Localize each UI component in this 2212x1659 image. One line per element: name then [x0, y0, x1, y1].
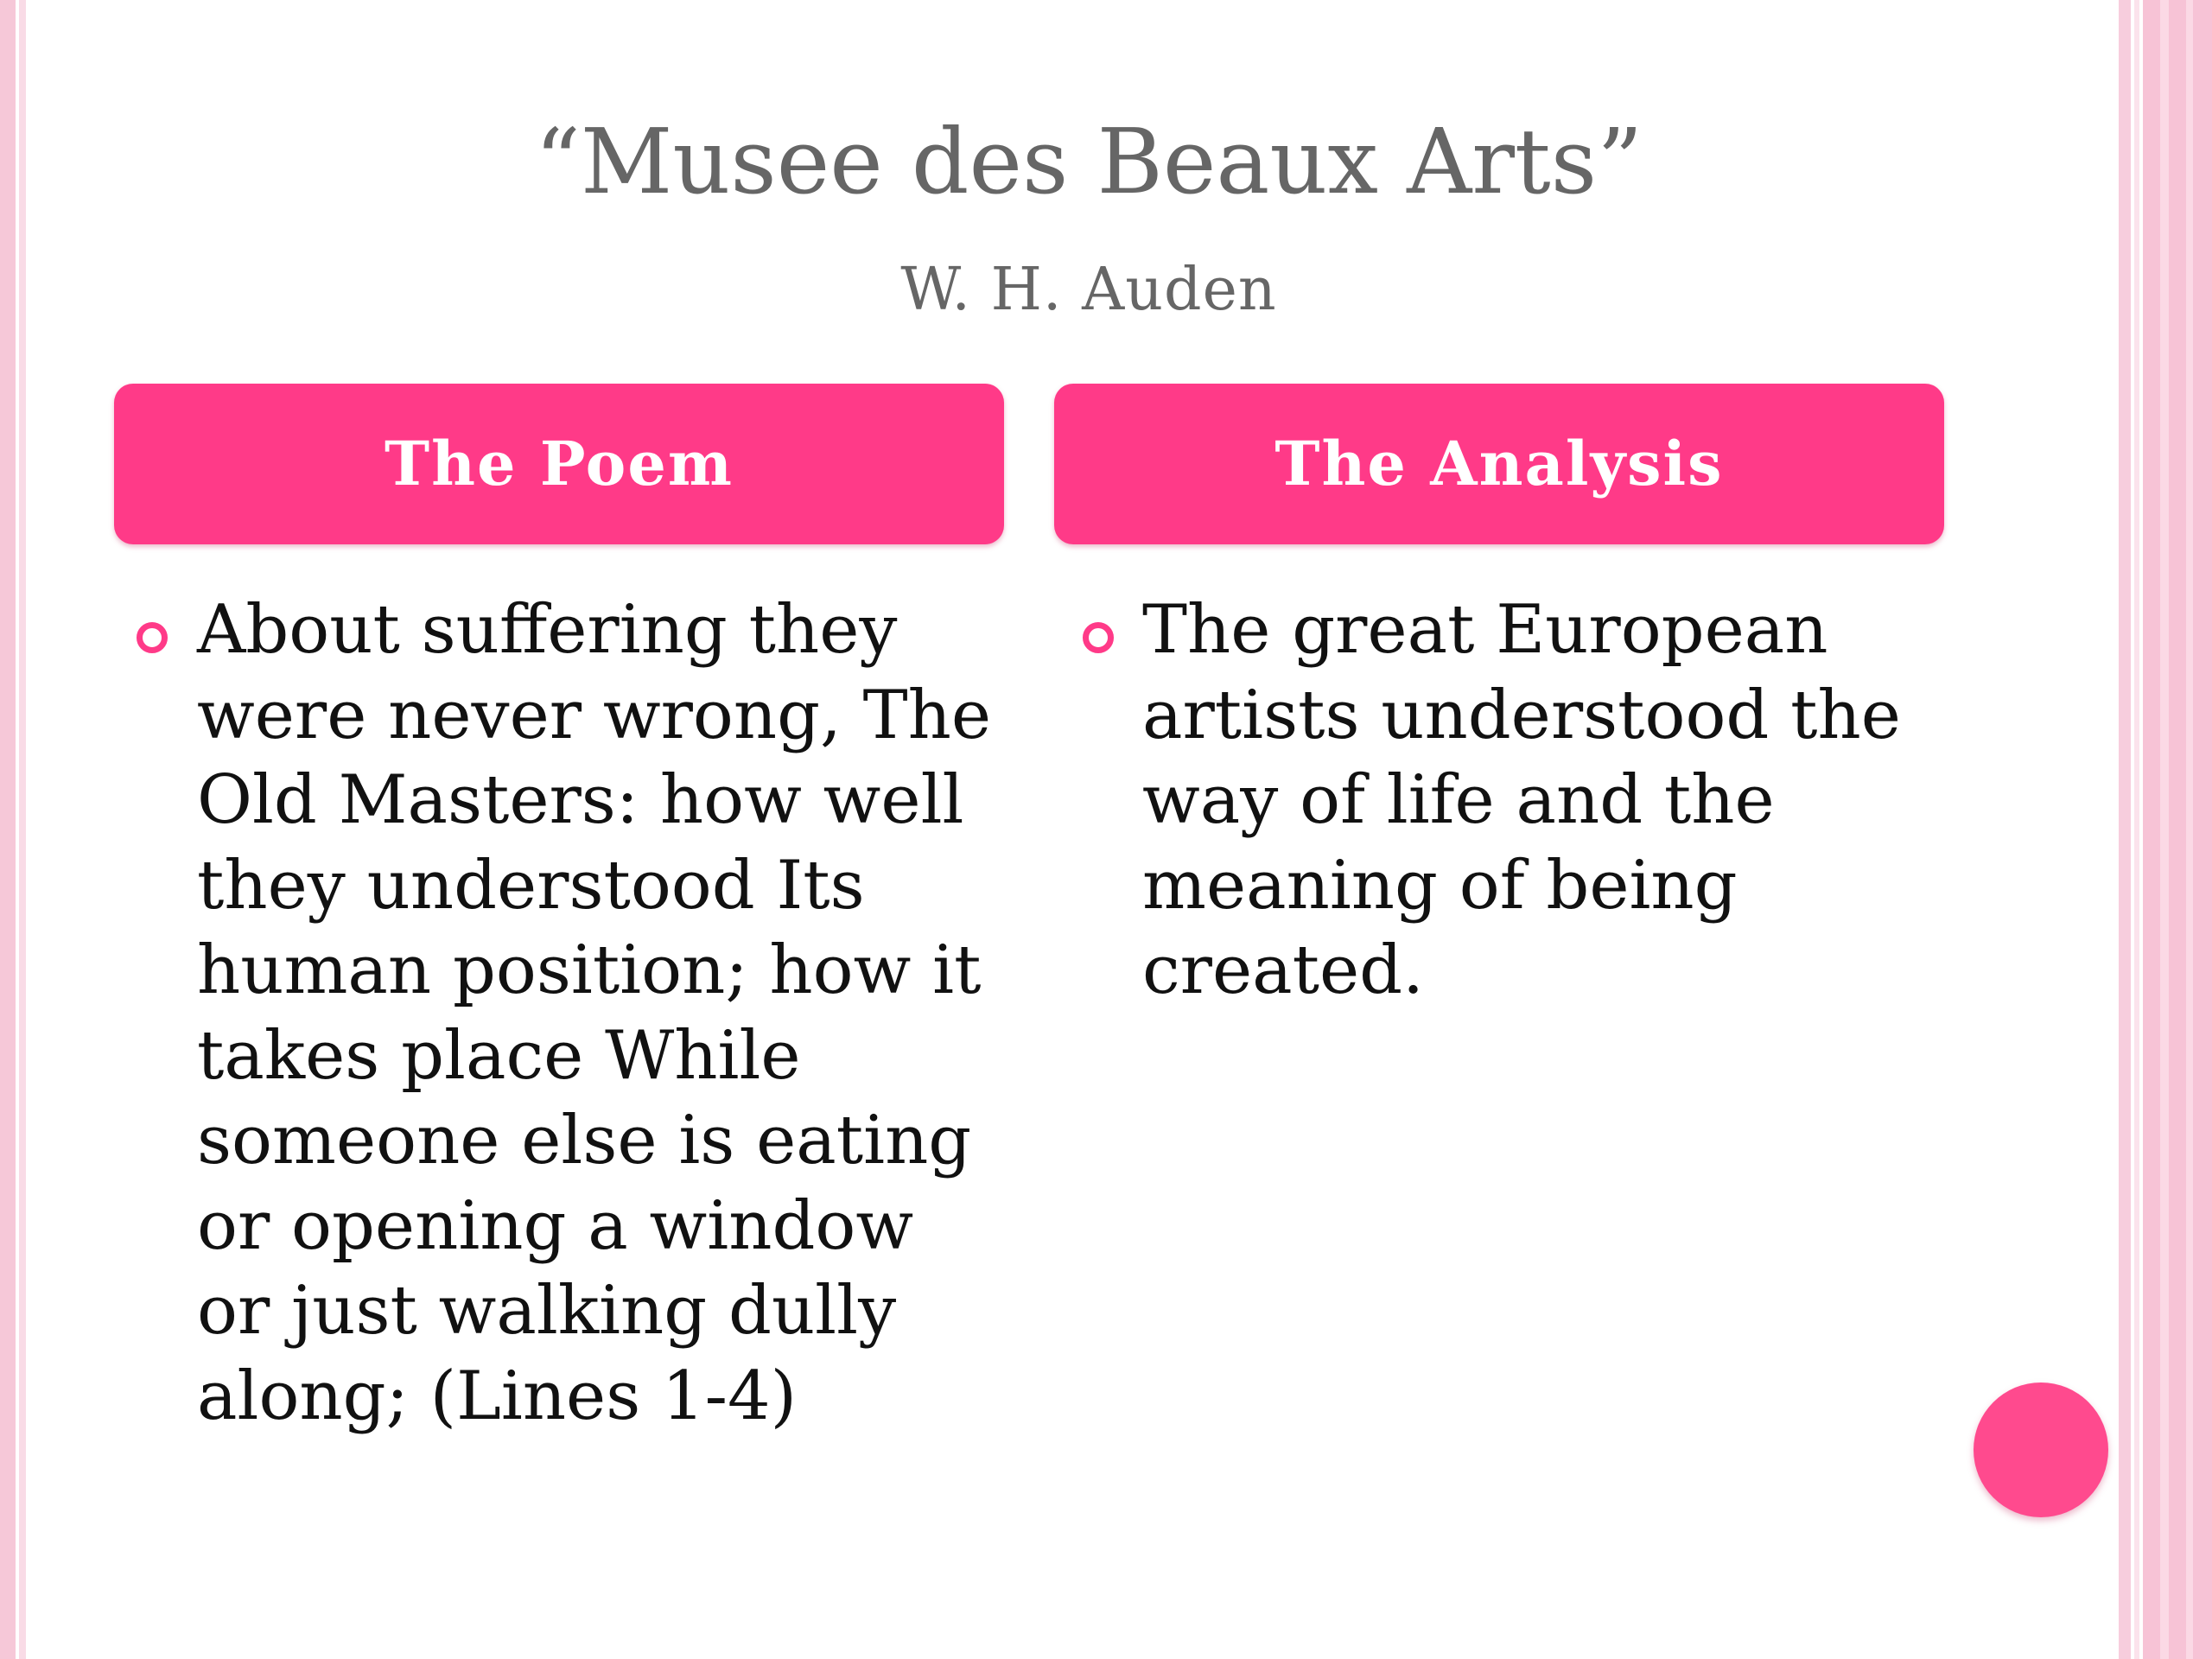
right-border-stripe-inner: [2134, 0, 2139, 1659]
left-border-stripe: [0, 0, 16, 1659]
analysis-header: The Analysis: [1054, 384, 1944, 544]
slide-subtitle: W. H. Auden: [900, 256, 1277, 324]
right-border-line-outer: [2186, 0, 2193, 1659]
right-border-line: [2160, 0, 2169, 1659]
circle-bullet-icon: [1083, 622, 1114, 653]
poem-header: The Poem: [114, 384, 1004, 544]
right-border-band: [2143, 0, 2212, 1659]
right-border-stripe: [2119, 0, 2131, 1659]
slide-title: “Musee des Beaux Arts”: [534, 109, 1643, 214]
left-border-stripe-inner: [19, 0, 26, 1659]
decorative-pink-circle: [1974, 1382, 2108, 1517]
poem-text: About suffering they were never wrong, The Old Masters: how well they understood Its human position; how it takes place While someone else is eating or opening a window or just walking dully along; (Lines 1-4): [197, 591, 992, 1435]
circle-bullet-icon: [137, 622, 168, 653]
analysis-text: The great European artists understood the way of life and the meaning of being created.: [1142, 591, 1901, 1009]
